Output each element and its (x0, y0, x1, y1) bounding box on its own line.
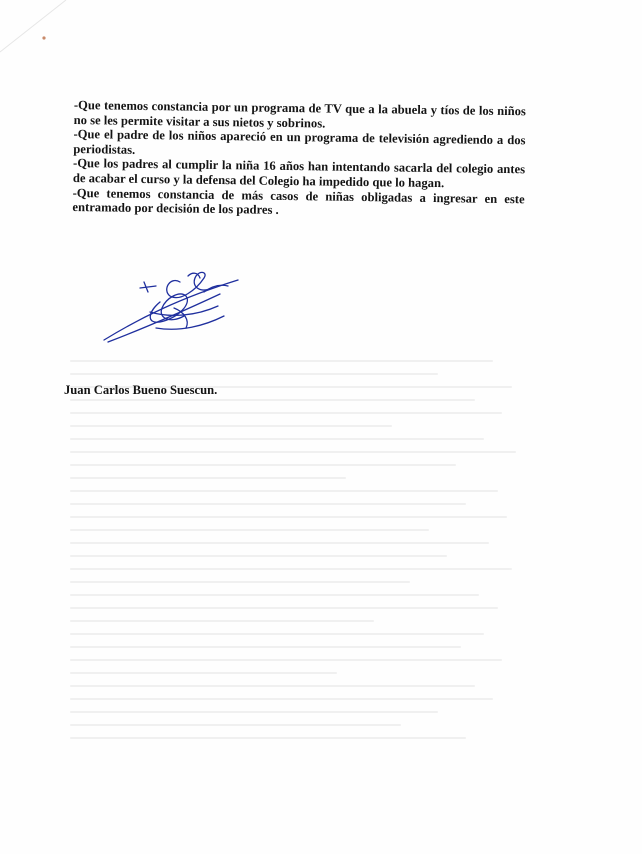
handwritten-signature (100, 268, 248, 344)
signer-name: Juan Carlos Bueno Suescun. (64, 383, 218, 397)
paragraph-father-aggression: -Que el padre de los niños apareció en un programa de televisión agrediendo a dos periodistas. (73, 127, 526, 157)
paragraph-more-cases: -Que tenemos constancia de más casos de niñas obligadas a ingresar en este entramado por decisión de los padres . (72, 185, 525, 218)
page-corner-fold (0, 0, 70, 60)
paragraph-school-removal: -Que los padres al cumplir la niña 16 años han intentando sacarla del colegio antes de acabar el curso y la defensa del Colegio ha impedido que lo hagan. (72, 156, 526, 191)
bleed-through-text (70, 360, 530, 780)
paragraph-tv-grandmother: -Que tenemos constancia por un programa de TV que a la abuela y tíos de los niños no se les permite visitar a sus nietos y sobrinos. (73, 98, 526, 131)
body-text (72, 98, 526, 221)
